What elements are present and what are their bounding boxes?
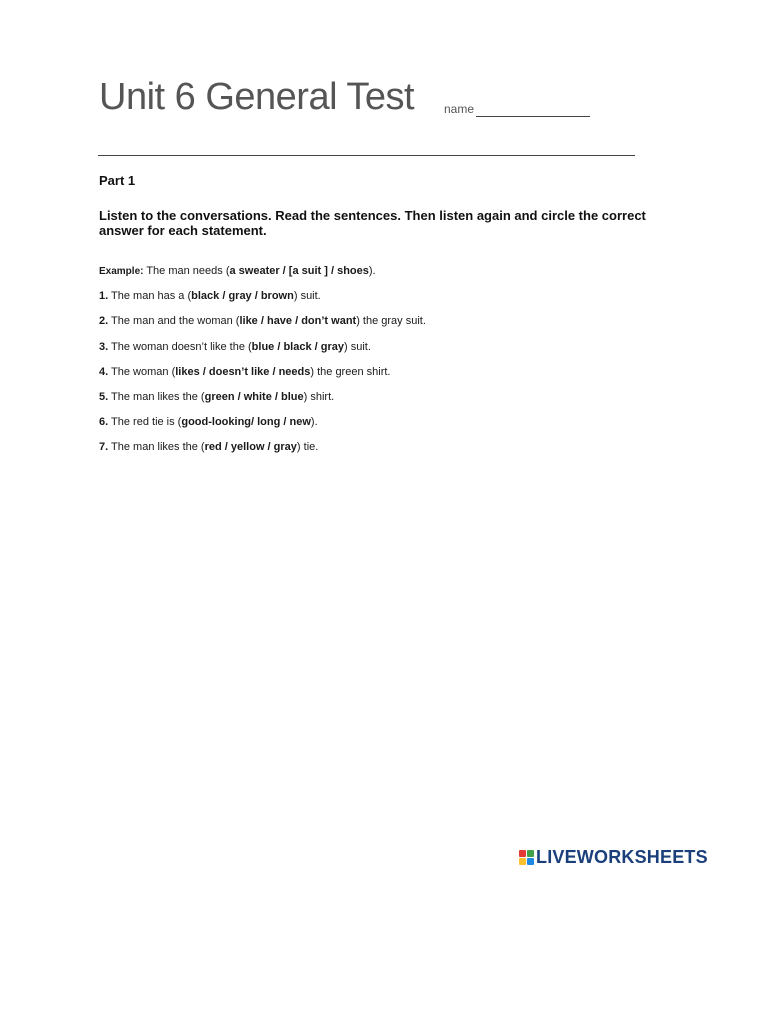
- question-prefix: The man and the woman (: [108, 315, 240, 328]
- question-item-5: [99, 389, 659, 414]
- question-options[interactable]: good-looking/ long / new: [181, 416, 311, 429]
- name-blank-line: [476, 116, 590, 117]
- question-item-6: [99, 414, 659, 439]
- question-options[interactable]: green / white / blue: [204, 390, 304, 403]
- question-item-4: [99, 364, 659, 389]
- question-number: 7.: [99, 441, 109, 454]
- header-divider: [98, 155, 635, 156]
- question-suffix: ).: [310, 416, 318, 429]
- question-options[interactable]: like / have / don’t want: [239, 315, 357, 328]
- question-item-2: [99, 313, 659, 338]
- example-item: [99, 263, 659, 288]
- question-suffix: ) suit.: [293, 290, 321, 303]
- question-suffix: ) the green shirt.: [310, 365, 391, 378]
- question-prefix: The man likes the (: [108, 441, 205, 454]
- example-suffix: ).: [368, 265, 376, 277]
- question-list: [99, 263, 659, 465]
- example-prefix: The man needs (: [143, 265, 230, 277]
- question-options[interactable]: blue / black / gray: [251, 340, 344, 353]
- name-label: name: [444, 102, 475, 116]
- question-prefix: The red tie is (: [108, 416, 182, 429]
- question-item-3: [99, 339, 659, 364]
- logo-text: LIVEWORKSHEETS: [536, 846, 708, 867]
- logo-blocks-icon: [519, 850, 534, 865]
- question-prefix: The woman doesn’t like the (: [108, 340, 252, 353]
- question-number: 3.: [99, 340, 109, 353]
- logo-block: [519, 850, 526, 857]
- logo-block: [519, 858, 526, 865]
- question-number: 5.: [99, 390, 109, 403]
- example-options: a sweater / [a suit ] / shoes: [229, 265, 369, 277]
- question-options[interactable]: red / yellow / gray: [204, 441, 297, 454]
- part-instructions: Listen to the conversations. Read the sentences. Then listen again and circle the correct answer for each statement.: [99, 208, 646, 238]
- liveworksheets-logo: [519, 847, 708, 867]
- question-number: 2.: [99, 315, 109, 328]
- question-item-7: [99, 439, 659, 464]
- part-heading: Part 1: [99, 173, 136, 188]
- question-prefix: The woman (: [108, 365, 176, 378]
- question-prefix: The man likes the (: [108, 390, 205, 403]
- worksheet-title: Unit 6 General Test: [99, 76, 415, 118]
- logo-block: [527, 850, 534, 857]
- question-number: 4.: [99, 365, 109, 378]
- question-suffix: ) tie.: [296, 441, 319, 454]
- question-number: 6.: [99, 416, 109, 429]
- question-suffix: ) shirt.: [303, 390, 335, 403]
- question-suffix: ) the gray suit.: [356, 315, 426, 328]
- question-number: 1.: [99, 290, 109, 303]
- question-options[interactable]: likes / doesn’t like / needs: [175, 365, 311, 378]
- question-item-1: [99, 288, 659, 313]
- question-prefix: The man has a (: [108, 290, 192, 303]
- logo-block: [527, 858, 534, 865]
- question-suffix: ) suit.: [344, 340, 371, 353]
- question-options[interactable]: black / gray / brown: [191, 290, 294, 303]
- example-label: Example:: [99, 266, 144, 277]
